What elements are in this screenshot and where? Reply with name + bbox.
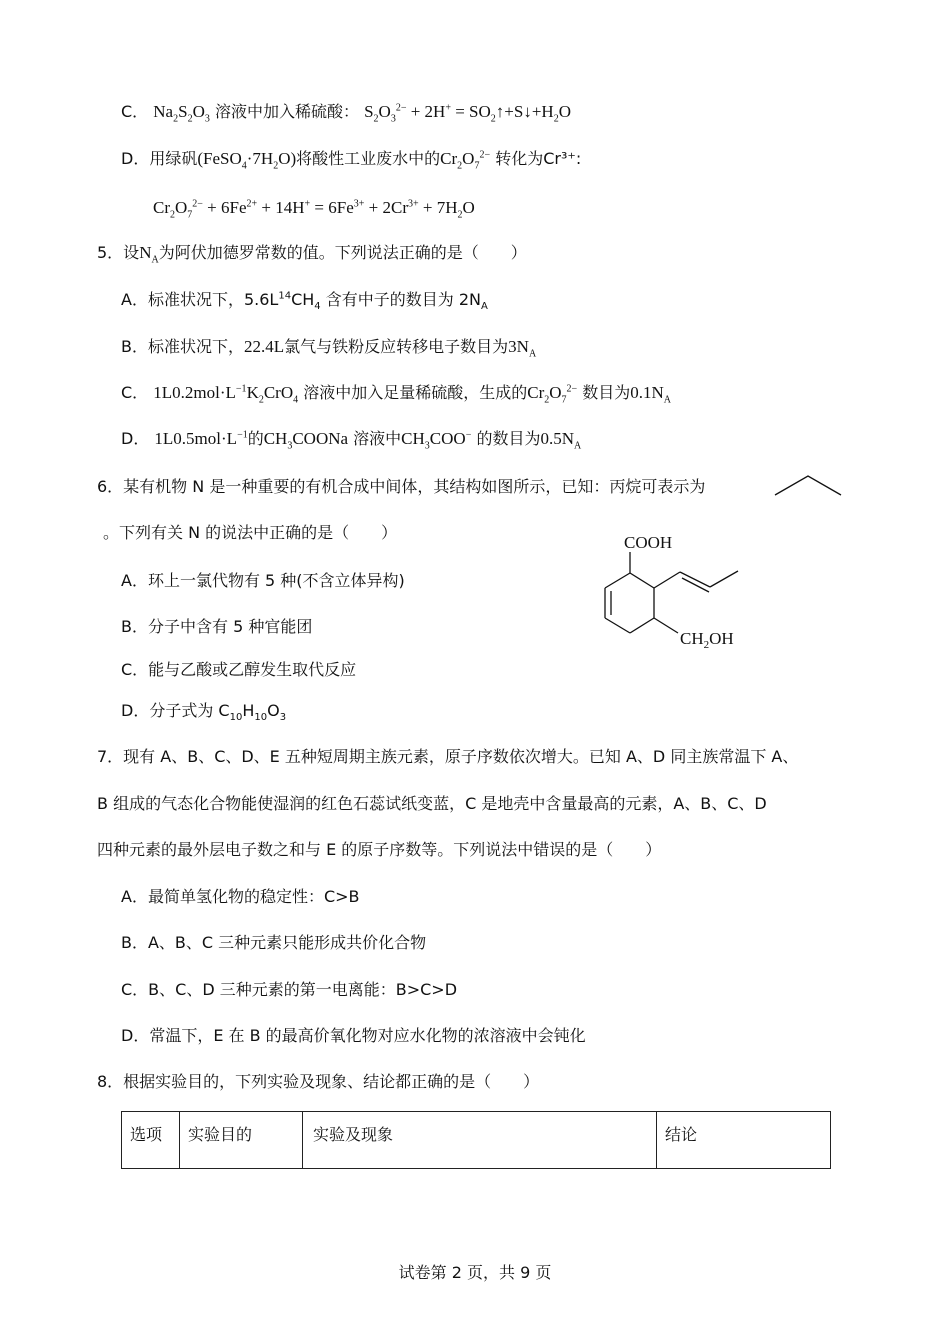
q5-option-d: D． $1L0.5mol\cdot L^{-1}$的$CH_3COONa$ 溶液中$CH_3COO^-$ 的数目为$0.5N_A$ [121, 429, 582, 452]
cooh-label: COOH [624, 533, 673, 552]
q6-stem: 6．某有机物 N 是一种重要的有机合成中间体，其结构如图所示，已知：丙烷可表示为 [97, 477, 706, 496]
q5-option-a: A．标准状况下，$5.6L^{14}CH_4$ 含有中子的数目为 $2N_A$ [121, 290, 488, 313]
q5-option-b: B．标准状况下，22.4L氯气与铁粉反应转移电子数目为$3N_A$ [121, 337, 537, 360]
page-footer: 试卷第 2 页，共 9 页 [398, 1263, 552, 1282]
q7-option-b: B．A、B、C 三种元素只能形成共价化合物 [121, 933, 427, 952]
q8-table [121, 1111, 831, 1169]
q7-option-d: D．常温下，E 在 B 的最高价氧化物对应水化物的浓溶液中会钝化 [121, 1026, 586, 1045]
q6-option-d: D．分子式为 $C_{10}H_{10}O_3$ [121, 701, 287, 724]
q6-option-b: B．分子中含有 5 种官能团 [121, 617, 313, 636]
q7-option-c: C．B、C、D 三种元素的第一电离能：B>C>D [121, 980, 458, 999]
q4-option-c: C． $Na_2S_2O_3$ 溶液中加入稀硫酸： $S_2O_3^{2-} + 2H^+$ = $SO_2↑+S↓+H_2O$ [121, 102, 571, 125]
q7-stem-line1: 7．现有 A、B、C、D、E 五种短周期主族元素，原子序数依次增大。已知 A、D 同主族常温下 A、 [97, 747, 799, 766]
q5-option-c: C． $1L0.2mol\cdot L^{-1}K_2CrO_4$ 溶液中加入足量稀硫酸，生成的$Cr_2O_7^{2-}$ 数目为$0.1N_A$ [121, 383, 672, 406]
q6-option-a: A．环上一氯代物有 5 种(不含立体异构) [121, 571, 405, 590]
q6-option-c: C．能与乙酸或乙醇发生取代反应 [121, 660, 357, 679]
q7-option-a: A．最简单氢化物的稳定性：C>B [121, 887, 360, 906]
q8-stem: 8．根据实验目的，下列实验及现象、结论都正确的是（ ） [97, 1072, 540, 1091]
table-header-row [122, 1112, 831, 1169]
q5-stem: 5．设$N_A$为阿伏加德罗常数的值。下列说法正确的是（ ） [97, 243, 527, 266]
q7-stem-line3: 四种元素的最外层电子数之和与 E 的原子序数等。下列说法中错误的是（ ） [97, 840, 662, 859]
molecule-structure-diagram [590, 528, 760, 658]
q4-option-d: D．用绿矾$(FeSO_4\cdot 7H_2O)$将酸性工业废水中的$Cr_2O_7^{2-}$ 转化为Cr³⁺: [121, 149, 582, 172]
table-header-cell: 实验目的 [180, 1112, 303, 1169]
propane-skeletal-icon [772, 472, 844, 498]
table-header-cell: 选项 [122, 1112, 180, 1169]
table-header-cell: 实验及现象 [303, 1112, 657, 1169]
ch2oh-label: $CH_2OH$ [680, 629, 734, 651]
q7-stem-line2: B 组成的气态化合物能使湿润的红色石蕊试纸变蓝，C 是地壳中含量最高的元素，A、B、C、D [97, 794, 767, 813]
table-header-cell: 结论 [657, 1112, 831, 1169]
q6-stem-cont: 。下列有关 N 的说法中正确的是（ ） [103, 523, 398, 542]
q4-equation: $Cr_2O_7^{2-} + 6Fe^{2+} + 14H^+ = 6Fe^{3+} + 2Cr^{3+} + 7H_2O$ [153, 198, 475, 221]
